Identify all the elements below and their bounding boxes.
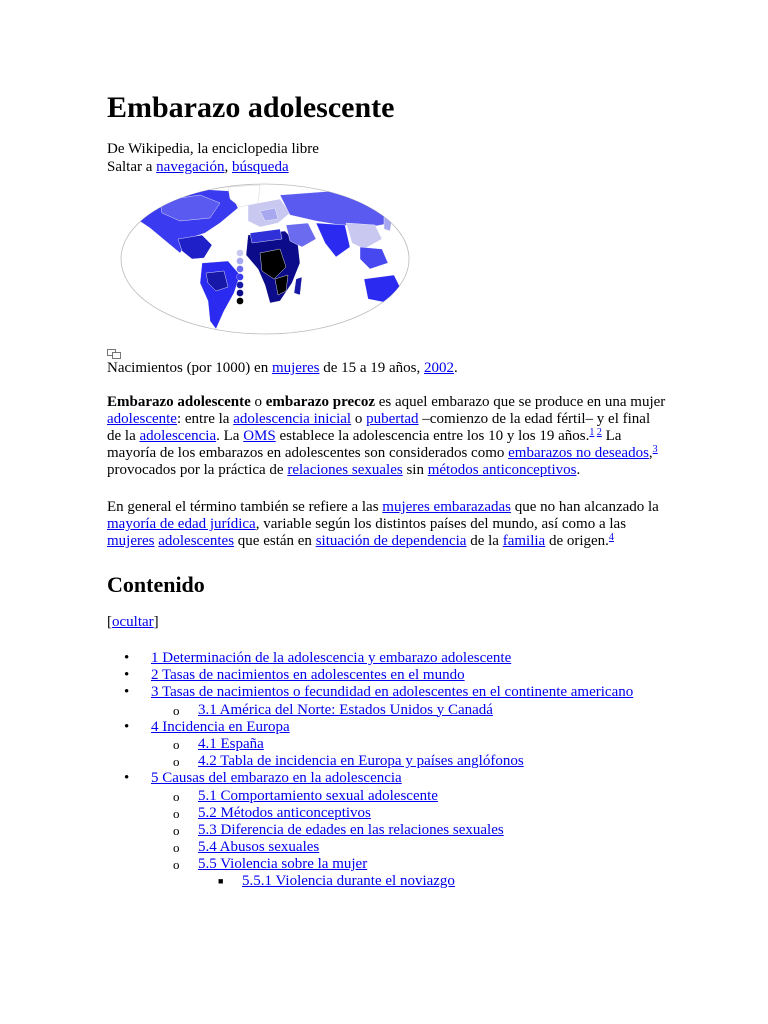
ref-link-3[interactable]: 3	[652, 444, 658, 455]
link-situacion-dependencia[interactable]: situación de dependencia	[315, 533, 467, 549]
link-familia[interactable]: familia	[502, 533, 546, 549]
jump-separator: ,	[224, 159, 232, 175]
bullet-marker: •	[124, 667, 130, 684]
toc-subitem	[154, 753, 727, 770]
toc-link[interactable]: 4.1 España	[198, 735, 264, 752]
jump-prefix: Saltar a	[107, 159, 157, 175]
toc-link[interactable]: 2 Tasas de nacimientos en adolescentes en el mundo	[151, 667, 465, 684]
text: provocados por la práctica de	[107, 462, 288, 478]
toc-link[interactable]: 5.1 Comportamiento sexual adolescente	[198, 787, 438, 804]
link-mayoria-de-edad[interactable]: mayoría de edad jurídica	[107, 516, 256, 532]
link-relaciones-sexuales[interactable]: relaciones sexuales	[287, 462, 403, 478]
bracket: [	[107, 614, 112, 630]
toc-link[interactable]: 5 Causas del embarazo en la adolescencia	[151, 770, 402, 787]
circle-marker: o	[173, 788, 180, 804]
toc-list	[107, 650, 727, 891]
toc-link[interactable]: 5.4 Abusos sexuales	[198, 839, 320, 856]
circle-marker: o	[173, 805, 180, 821]
toc-subitem	[154, 822, 727, 839]
navigation-link[interactable]: navegación	[156, 159, 225, 175]
text: que no han alcanzado la	[510, 499, 659, 515]
toc-subitem	[154, 805, 727, 822]
text: de origen.	[545, 533, 609, 549]
second-paragraph	[107, 499, 667, 550]
toc-link[interactable]: 5.3 Diferencia de edades en las relaciones sexuales	[198, 821, 504, 838]
ref-link-4[interactable]: 4	[608, 532, 614, 543]
text: En general el término también se refiere a las	[107, 499, 383, 515]
text: o	[250, 394, 266, 410]
toc-subitem	[154, 856, 727, 890]
text: . La	[216, 428, 244, 444]
link-adolescente[interactable]: adolescente	[107, 411, 177, 427]
toc-link[interactable]: 3.1 América del Norte: Estados Unidos y Canadá	[198, 701, 493, 718]
text: o	[351, 411, 367, 427]
jump-links	[107, 159, 289, 176]
toc-item	[107, 719, 727, 771]
circle-marker: o	[173, 736, 180, 752]
circle-marker: o	[173, 702, 180, 718]
caption-link-2002[interactable]: 2002	[424, 360, 455, 376]
circle-marker: o	[173, 857, 180, 873]
toc-link[interactable]: 5.5 Violencia sobre la mujer	[198, 856, 368, 873]
page-title: Embarazo adolescente	[107, 91, 395, 124]
toc-link[interactable]: 4 Incidencia en Europa	[151, 718, 290, 735]
intro-paragraph	[107, 394, 667, 479]
bold-term: Embarazo adolescente	[107, 394, 251, 410]
toc-subsublist	[154, 873, 727, 890]
text: ,	[648, 445, 653, 461]
link-embarazos-no-deseados[interactable]: embarazos no deseados	[508, 445, 649, 461]
toc-subitem	[154, 788, 727, 805]
link-mujeres-embarazadas[interactable]: mujeres embarazadas	[382, 499, 511, 515]
text: establece la adolescencia entre los 10 y los 19 años.	[275, 428, 590, 444]
text: , variable según los distintos países del mundo, así como a las	[255, 516, 627, 532]
text: .	[576, 462, 581, 478]
link-metodos-anticonceptivos[interactable]: métodos anticonceptivos	[427, 462, 577, 478]
text: La mayoría de los embarazos en adolescentes son considerados como	[107, 428, 622, 461]
toc-subsubitem	[198, 873, 727, 890]
text: de la	[466, 533, 503, 549]
text: –comienzo de la edad fértil– y el final de la	[107, 411, 651, 444]
link-adolescencia-inicial[interactable]: adolescencia inicial	[233, 411, 352, 427]
caption-link-mujeres[interactable]: mujeres	[271, 360, 320, 376]
toc-link[interactable]: 4.2 Tabla de incidencia en Europa y países anglófonos	[198, 753, 524, 770]
toc-subitem	[154, 702, 727, 719]
world-map-image[interactable]	[120, 183, 410, 335]
link-adolescentes[interactable]: adolescentes	[158, 533, 235, 549]
search-link[interactable]: búsqueda	[231, 159, 289, 175]
toc-subitem	[154, 736, 727, 753]
toc-link[interactable]: 3 Tasas de nacimientos o fecundidad en adolescentes en el continente americano	[151, 684, 634, 701]
source-line: De Wikipedia, la enciclopedia libre	[107, 141, 319, 157]
text: : entre la	[176, 411, 234, 427]
image-caption	[107, 360, 458, 377]
link-oms[interactable]: OMS	[243, 428, 276, 444]
bold-term: embarazo precoz	[265, 394, 375, 410]
circle-marker: o	[173, 840, 180, 856]
text: es aquel embarazo que se produce en una mujer	[375, 394, 666, 410]
bullet-marker: •	[124, 770, 130, 787]
toc-link[interactable]: 1 Determinación de la adolescencia y embarazo adolescente	[151, 650, 512, 666]
circle-marker: o	[173, 822, 180, 838]
bullet-marker: •	[124, 718, 130, 735]
toc-sublist	[107, 736, 727, 770]
toc-subitem	[154, 839, 727, 856]
toc-heading: Contenido	[107, 572, 205, 597]
toc-link[interactable]: 5.2 Métodos anticonceptivos	[198, 804, 371, 821]
caption-text: .	[454, 360, 458, 376]
toc-link[interactable]: 5.5.1 Violencia durante el noviazgo	[242, 873, 455, 890]
ref-link-1[interactable]: 1	[589, 427, 595, 438]
toc-item	[107, 650, 727, 667]
link-mujeres[interactable]: mujeres	[107, 533, 155, 549]
caption-text: Nacimientos (por 1000) en	[107, 360, 272, 376]
hide-toc-link[interactable]: ocultar	[112, 614, 154, 630]
toc-sublist	[107, 702, 727, 719]
bullet-marker: •	[124, 650, 130, 666]
bullet-marker: •	[124, 684, 130, 701]
link-pubertad[interactable]: pubertad	[366, 411, 419, 427]
toc-item	[107, 667, 727, 684]
link-adolescencia[interactable]: adolescencia	[139, 428, 217, 444]
toc-sublist	[107, 788, 727, 891]
toc-item	[107, 770, 727, 890]
toc-toggle	[107, 614, 159, 631]
bracket: ]	[153, 614, 159, 630]
ref-link-2[interactable]: 2	[596, 427, 602, 438]
caption-text: de 15 a 19 años,	[319, 360, 425, 376]
text: sin	[402, 462, 428, 478]
circle-marker: o	[173, 754, 180, 770]
toc-item	[107, 684, 727, 718]
square-marker: ■	[218, 876, 224, 887]
text: que están en	[234, 533, 316, 549]
